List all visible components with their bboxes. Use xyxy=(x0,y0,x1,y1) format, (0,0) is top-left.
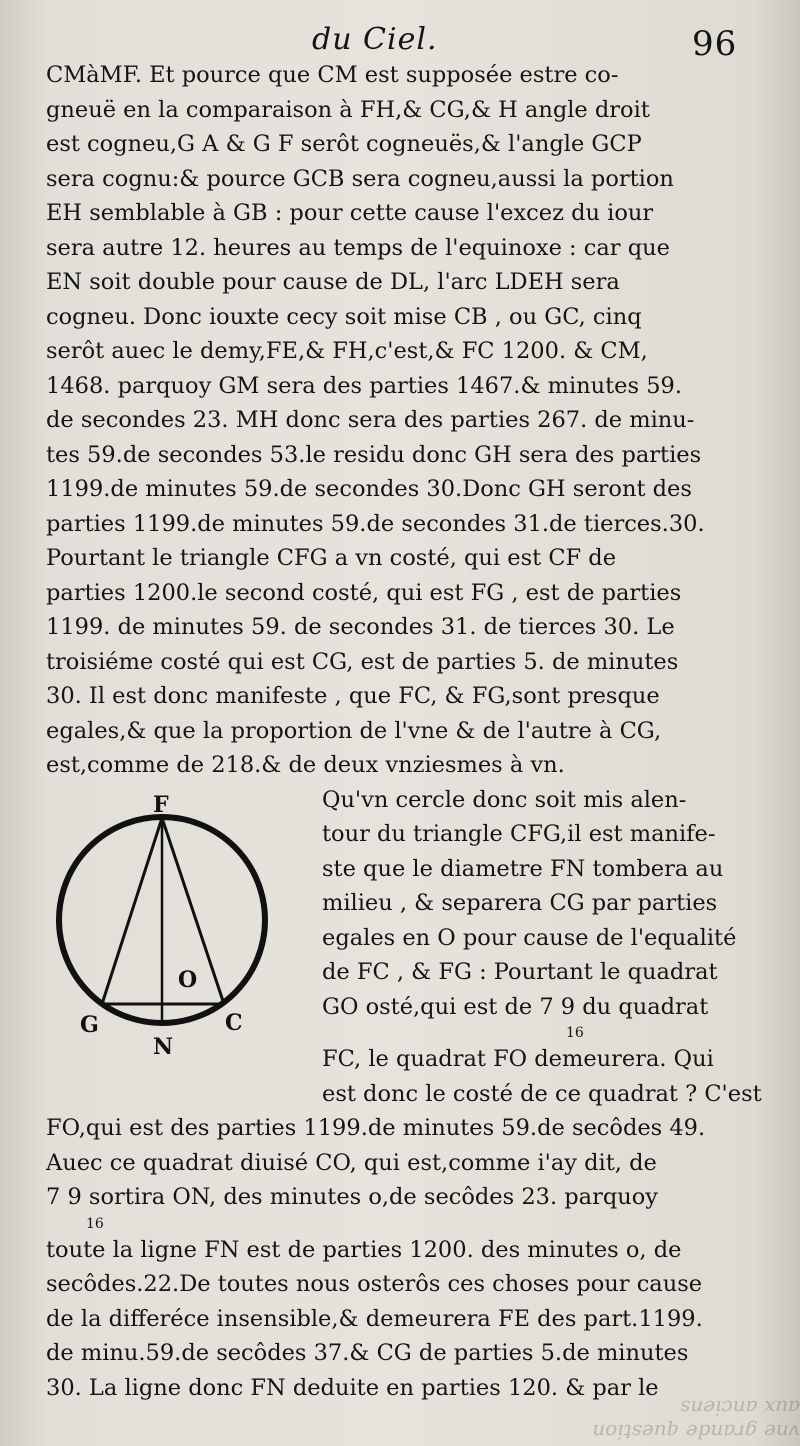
page-number: 96 xyxy=(692,24,738,64)
text-line: EH semblable à GB : pour cette cause l'excez du iour xyxy=(46,200,654,226)
label-g: G xyxy=(80,1012,99,1038)
text-line: est donc le costé de ce quadrat ? C'est xyxy=(322,1080,762,1107)
text-line: de FC , & FG : Pourtant le quadrat xyxy=(322,959,718,985)
text-line: egales en O pour cause de l'equalité xyxy=(322,924,737,951)
text-line: secôdes.22.De toutes nous osterôs ces choses pour cause xyxy=(46,1271,703,1297)
text-line: de minu.59.de secôdes 37.& CG de parties 5.de minutes xyxy=(46,1340,689,1366)
text-line: est,comme de 218.& de deux vnziesmes à vn. xyxy=(46,752,565,778)
text-line: 30. La ligne donc FN deduite en parties 120. & par le xyxy=(46,1374,659,1401)
text-line: serôt auec le demy,FE,& FH,c'est,& FC 1200. & CM, xyxy=(46,338,648,364)
text-line: sera autre 12. heures au temps de l'equinoxe : car que xyxy=(46,234,670,261)
text-line: FO,qui est des parties 1199.de minutes 59.de secôdes 49. xyxy=(46,1115,706,1141)
text-line: Pourtant le triangle CFG a vn costé, qui est CF de xyxy=(46,545,617,571)
text-line: 7 9 sortira ON, des minutes o,de secôdes 23. parquoy xyxy=(46,1184,658,1210)
text-line: 1468. parquoy GM sera des parties 1467.& minutes 59. xyxy=(46,372,682,399)
running-head: du Ciel. xyxy=(312,22,438,57)
text-line: tes 59.de secondes 53.le residu donc GH sera des parties xyxy=(46,441,702,468)
text-line: troisiéme costé qui est CG, est de parties 5. de minutes xyxy=(46,648,679,675)
text-line: milieu , & separera CG par parties xyxy=(322,890,718,916)
text-line: 1199.de minutes 59.de secondes 30.Donc GH seront des xyxy=(46,476,692,502)
text-line: cogneu. Donc iouxte cecy soit mise CB , ou GC, cinq xyxy=(46,303,642,330)
fraction-denominator: 16 xyxy=(86,1215,104,1232)
label-o: O xyxy=(178,967,198,993)
text-line: est cogneu,G A & G F serôt cogneuës,& l'angle GCP xyxy=(46,131,642,157)
text-line: Qu'vn cercle donc soit mis alen- xyxy=(322,786,687,813)
side-fg xyxy=(102,818,162,1004)
bleed-through-text: vne grande question aux anciens xyxy=(592,1396,800,1444)
text-line: Auec ce quadrat diuisé CO, qui est,comme i'ay dit, de xyxy=(46,1149,657,1176)
text-line: de la differéce insensible,& demeurera FE des part.1199. xyxy=(46,1305,703,1332)
text-line: 30. Il est donc manifeste , que FC, & FG,sont presque xyxy=(46,683,660,709)
text-line: GO osté,qui est de 7 9 du quadrat xyxy=(322,993,709,1020)
page-header xyxy=(0,14,800,64)
fraction-denominator: 16 xyxy=(566,1025,584,1041)
text-line: egales,& que la proportion de l'vne & de l'autre à CG, xyxy=(46,717,662,744)
text-line: FC, le quadrat FO demeurera. Qui xyxy=(322,1046,714,1072)
text-line: tour du triangle CFG,il est manife- xyxy=(322,821,716,847)
label-n: N xyxy=(153,1034,174,1060)
circle-triangle-diagram xyxy=(50,792,276,1062)
text-line: gneuë en la comparaison à FH,& CG,& H angle droit xyxy=(46,96,650,123)
text-line: toute la ligne FN est de parties 1200. des minutes o, de xyxy=(46,1236,682,1263)
text-line: EN soit double pour cause de DL, l'arc LDEH sera xyxy=(46,269,620,295)
text-line: CMàMF. Et pource que CM est supposée estre co- xyxy=(46,62,619,88)
text-line: parties 1200.le second costé, qui est FG , est de parties xyxy=(46,579,682,606)
body-text xyxy=(46,58,760,1405)
label-c: C xyxy=(225,1010,243,1036)
text-line: 1199. de minutes 59. de secondes 31. de tierces 30. Le xyxy=(46,614,675,640)
label-f: F xyxy=(153,792,169,818)
text-line: sera cognu:& pource GCB sera cogneu,aussi la portion xyxy=(46,165,674,192)
geometric-figure xyxy=(50,792,276,1062)
text-line: ste que le diametre FN tombera au xyxy=(322,855,724,882)
text-line: de secondes 23. MH donc sera des parties 267. de minu- xyxy=(46,407,695,433)
text-line: parties 1199.de minutes 59.de secondes 31.de tierces.30. xyxy=(46,510,705,537)
